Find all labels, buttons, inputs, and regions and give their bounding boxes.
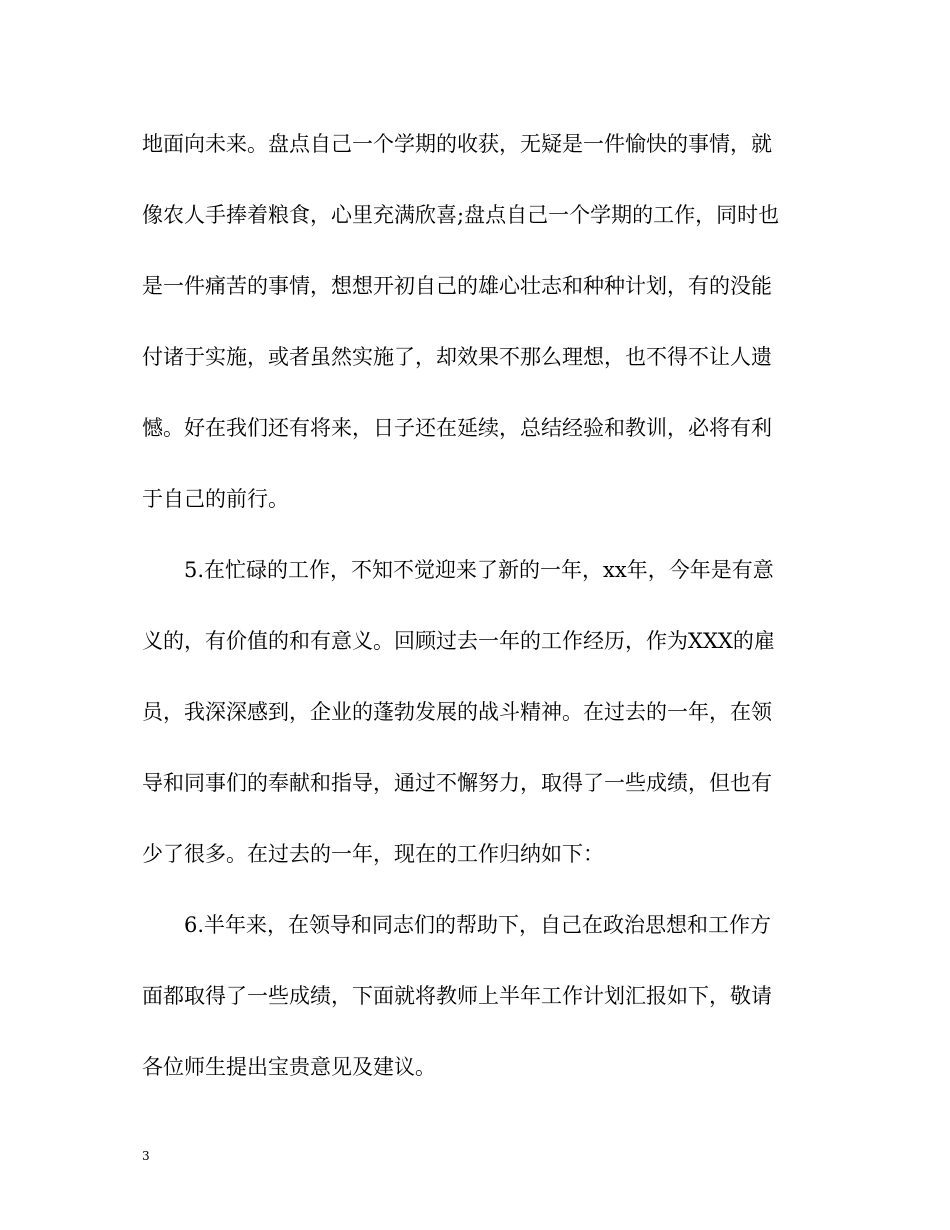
paragraph-6-start: 6.半年来，在领导和同志们的帮助下，自己在政治思想和工作方 bbox=[184, 913, 772, 937]
text-line: 员，我深深感到，企业的蓬勃发展的战斗精神。在过去的一年，在领 bbox=[142, 700, 772, 724]
text-line: 于自己的前行。 bbox=[142, 487, 289, 511]
text-line: 付诸于实施，或者虽然实施了，却效果不那么理想，也不得不让人遗 bbox=[142, 345, 772, 369]
text-line: 地面向未来。盘点自己一个学期的收获，无疑是一件愉快的事情，就 bbox=[142, 132, 772, 156]
text-line: 像农人手捧着粮食，心里充满欣喜;盘点自己一个学期的工作，同时也 bbox=[142, 203, 780, 227]
text-line: 面都取得了一些成绩，下面就将教师上半年工作计划汇报如下，敬请 bbox=[142, 984, 772, 1008]
text-line: 是一件痛苦的事情，想想开初自己的雄心壮志和种种计划，有的没能 bbox=[142, 274, 772, 298]
text-line: 少了很多。在过去的一年，现在的工作归纳如下： bbox=[142, 842, 604, 866]
paragraph-5-start: 5.在忙碌的工作，不知不觉迎来了新的一年，xx年，今年是有意 bbox=[184, 558, 774, 582]
text-line: 憾。好在我们还有将来，日子还在延续，总结经验和教训，必将有利 bbox=[142, 416, 772, 440]
body-text bbox=[142, 122, 812, 1116]
text-line: 导和同事们的奉献和指导，通过不懈努力，取得了一些成绩，但也有 bbox=[142, 771, 772, 795]
page-number: 3 bbox=[142, 1149, 150, 1163]
text-line: 义的，有价值的和有意义。回顾过去一年的工作经历，作为XXX的雇 bbox=[142, 629, 775, 653]
text-line: 各位师生提出宝贵意见及建议。 bbox=[142, 1055, 436, 1079]
